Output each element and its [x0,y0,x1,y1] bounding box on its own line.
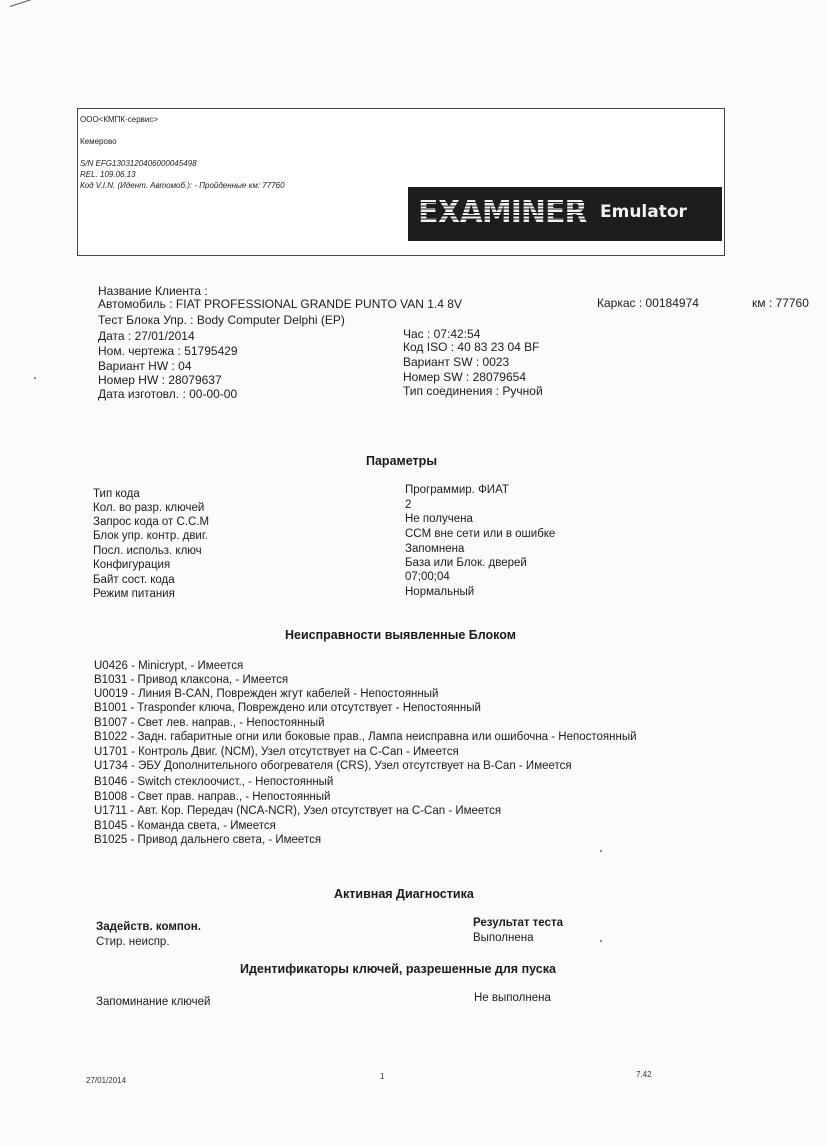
fault-item: B1025 - Привод дальнего света, - Имеется [94,834,322,846]
param-value: Нормальный [405,586,475,598]
connection-type: Тип соединения : Ручной [403,384,543,398]
client-name-label: Название Клиента : [98,284,208,298]
param-label: Блок упр. контр. двиг. [93,530,208,542]
fault-item: U0019 - Линия B-CAN, Поврежден жгут кабелей - Непостоянный [94,688,439,700]
logo-wordmark: EXAMINER [418,193,587,232]
fault-item: B1001 - Trasponder ключа, Повреждено или отсутствует - Непостоянный [94,702,481,714]
param-label: Режим питания [93,588,175,600]
scan-dust [600,940,602,942]
result-value: Выполнена [473,932,534,944]
param-value: Не получена [405,513,473,525]
fault-item: B1046 - Switch стеклоочист., - Непостоянный [94,776,334,788]
manufacture-date: Дата изготовл. : 00-00-00 [98,387,238,401]
keys-value: Не выполнена [474,992,551,1004]
parameters-title: Параметры [366,454,437,468]
scan-dust [34,377,36,379]
test-time: Час : 07:42:54 [403,327,481,341]
param-label: Кол. во разр. ключей [93,502,205,514]
param-label: Запрос кода от C.C.M [93,516,210,528]
page-number: 1 [380,1072,385,1081]
examiner-logo [408,187,722,241]
report-header [77,108,725,256]
fault-item: B1007 - Свет лев. направ., - Непостоянный [94,717,325,729]
param-label: Посл. использ. ключ [93,545,202,557]
company-name: ООО<КМПК-сервис> [80,115,159,124]
footer-date: 27/01/2014 [86,1076,127,1085]
software-version: 7.42 [636,1070,652,1079]
param-value: База или Блок. дверей [405,557,527,569]
drawing-number: Ном. чертежа : 51795429 [98,344,238,358]
param-label: Байт сост. кода [93,574,175,586]
vehicle: Автомобиль : FIAT PROFESSIONAL GRANDE PUNTO VAN 1.4 8V [98,297,462,311]
release: REL. 109.06.13 [80,170,136,179]
keys-label: Запоминание ключей [96,996,211,1008]
city: Кемерово [80,137,117,146]
faults-title: Неисправности выявленные Блоком [285,628,516,642]
logo-subtitle: Emulator [600,202,687,222]
hw-number: Номер HW : 28079637 [98,373,222,387]
unit-test: Тест Блока Упр. : Body Computer Delphi (EP) [98,313,345,327]
component-value: Стир. неиспр. [96,936,170,948]
param-label: Тип кода [93,488,140,500]
scan-mark [10,0,48,7]
sw-variant: Вариант SW : 0023 [403,355,510,369]
param-value: CCM вне сети или в ошибке [405,528,556,540]
hw-variant: Вариант HW : 04 [98,359,192,373]
param-value: 07;00;04 [405,571,450,583]
mileage: км : 77760 [752,296,809,310]
param-value: 2 [405,499,412,511]
param-label: Конфигурация [93,559,171,571]
iso-code: Код ISO : 40 83 23 04 BF [403,340,540,354]
vin-mileage: Код V.I.N. (Идент. Автомоб.): - Пройденные км: 77760 [80,181,285,190]
fault-item: B1045 - Команда света, - Имеется [94,820,276,832]
result-header: Результат теста [473,917,563,929]
serial-number: S/N EFG1303120406000045498 [80,159,197,168]
fault-item: B1031 - Привод клаксона, - Имеется [94,674,289,686]
keys-title: Идентификаторы ключей, разрешенные для пуска [240,962,556,976]
component-header: Задейств. компон. [96,921,201,933]
param-value: Программир. ФИАТ [405,484,509,496]
test-date: Дата : 27/01/2014 [98,329,195,343]
fault-item: B1022 - Задн. габаритные огни или боковые прав., Лампа неисправна или ошибочна - Непостоянный [94,731,637,743]
chassis: Каркас : 00184974 [597,296,699,310]
active-diag-title: Активная Диагностика [334,887,474,901]
sw-number: Номер SW : 28079654 [403,370,526,384]
param-value: Запомнена [405,543,465,555]
fault-item: U1701 - Контроль Двиг. (NCM), Узел отсутствует на C-Can - Имеется [94,746,459,758]
fault-item: U0426 - Minicrypt, - Имеется [94,660,244,672]
scan-dust [600,850,602,852]
fault-item: U1734 - ЭБУ Дополнительного обогревателя (CRS), Узел отсутствует на B-Can - Имеется [94,760,572,772]
fault-item: B1008 - Свет прав. направ., - Непостоянный [94,791,331,803]
fault-item: U1711 - Авт. Кор. Передач (NCA-NCR), Узел отсутствует на C-Can - Имеется [94,805,502,817]
